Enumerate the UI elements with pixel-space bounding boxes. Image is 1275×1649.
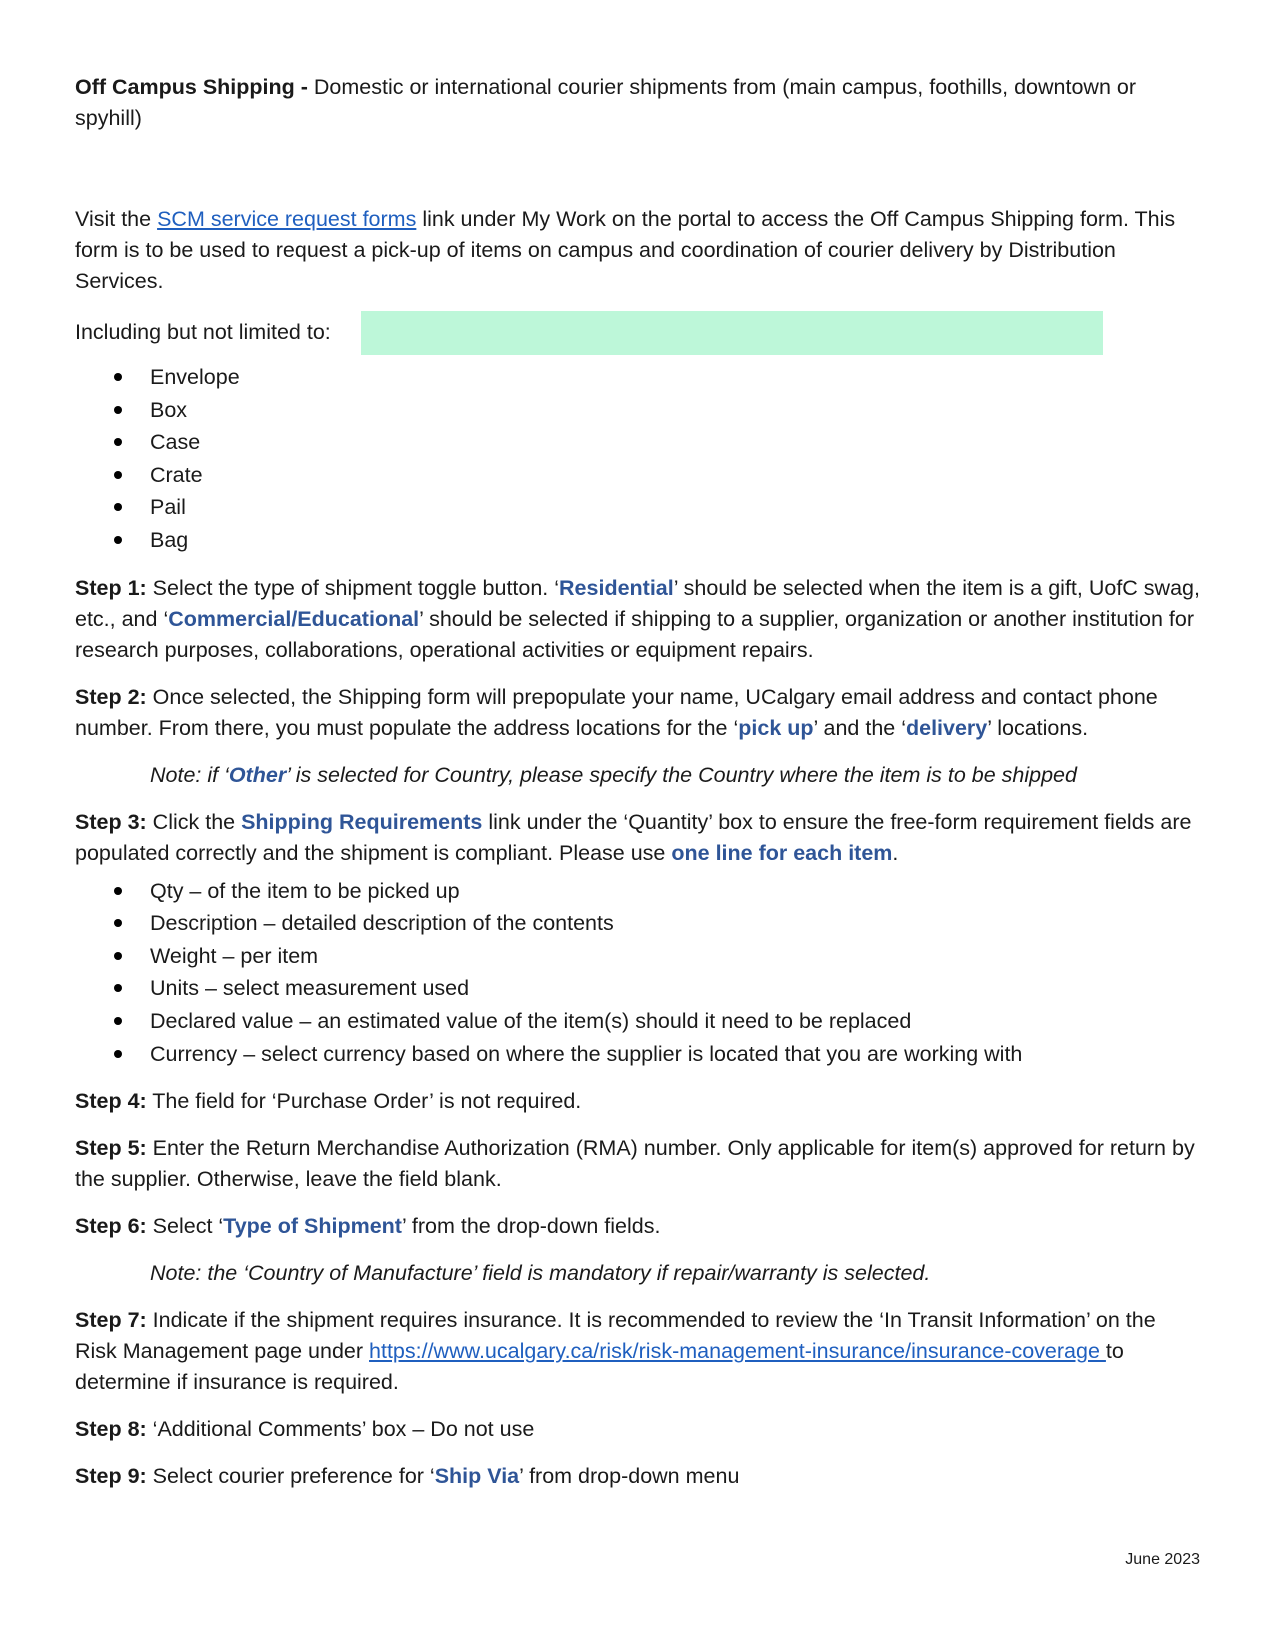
step-text: ’ from drop-down menu <box>519 1464 740 1489</box>
list-item: Qty – of the item to be picked up <box>75 875 1200 908</box>
step-label: Step 2: <box>75 684 147 709</box>
step-label: Step 3: <box>75 809 147 834</box>
step-text: Once selected, the Shipping form will prepopulate your name, UCalgary email address and contact phone number. From there, you must populate the address locations for the ‘ <box>75 684 1158 740</box>
commercial-highlight: Commercial/Educational <box>168 606 420 631</box>
step-7 <box>75 1305 1200 1398</box>
step-5 <box>75 1133 1200 1195</box>
note-text: ’ is selected for Country, please specify the Country where the item is to be shipped <box>286 762 1077 787</box>
list-item: Crate <box>75 459 1200 492</box>
step-label: Step 9: <box>75 1464 147 1489</box>
list-item: Units – select measurement used <box>75 972 1200 1005</box>
step-3 <box>75 807 1200 869</box>
intro-post: link under My Work on the portal to access the Off Campus Shipping form. This form is to be used to request a pick-up of items on campus and coordination of courier delivery by Distribution Services. <box>75 207 1176 293</box>
title-rest: Domestic or international courier shipments from (main campus, foothills, downtown or spyhill) <box>75 75 1136 130</box>
step-1 <box>75 573 1200 666</box>
step-label: Step 8: <box>75 1417 147 1442</box>
step-label: Step 4: <box>75 1089 147 1114</box>
list-item: Bag <box>75 524 1200 557</box>
note-manufacture: Note: the ‘Country of Manufacture’ field is mandatory if repair/warranty is selected. <box>150 1261 931 1286</box>
delivery-highlight: delivery <box>905 715 988 740</box>
step-text: Click the <box>146 809 242 834</box>
list-item: Declared value – an estimated value of the item(s) should it need to be replaced <box>75 1005 1200 1038</box>
step-text: ’ from the drop-down fields. <box>401 1214 661 1239</box>
highlight-box <box>361 311 1103 355</box>
step-text: ‘Additional Comments’ box – Do not use <box>146 1417 535 1442</box>
step-text: The field for ‘Purchase Order’ is not required. <box>146 1089 582 1114</box>
pickup-highlight: pick up <box>738 715 814 740</box>
doc-title <box>75 72 1200 134</box>
step-text: ’ should be selected if shipping to a supplier, organization or another institution for research purposes, collaborations, operational activities or equipment repairs. <box>75 606 1195 662</box>
including-row <box>75 311 1200 355</box>
list-item: Envelope <box>75 361 1200 394</box>
including-label: Including but not limited to: <box>75 320 331 344</box>
step-text: Select ‘ <box>146 1214 224 1239</box>
scm-forms-link[interactable]: SCM service request forms <box>157 207 417 231</box>
step-text: Select the type of shipment toggle button. ‘ <box>146 575 560 600</box>
shipping-requirements-highlight: Shipping Requirements <box>241 809 483 834</box>
item-types-list <box>75 361 1200 557</box>
title-bold: Off Campus Shipping - <box>75 75 308 99</box>
intro-pre: Visit the <box>75 207 158 231</box>
list-item: Box <box>75 394 1200 427</box>
list-item: Description – detailed description of the contents <box>75 907 1200 940</box>
step-4 <box>75 1086 1200 1117</box>
step-6 <box>75 1211 1200 1242</box>
step-text: link under the ‘Quantity’ box to ensure the free-form requirement fields are populated correctly and the shipment is compliant. Please use <box>75 809 1192 865</box>
list-item: Pail <box>75 491 1200 524</box>
step-label: Step 7: <box>75 1308 147 1333</box>
step-text: Select courier preference for ‘ <box>146 1464 435 1489</box>
step-text: . <box>892 840 899 865</box>
note-country <box>150 760 1200 791</box>
step-2 <box>75 682 1200 744</box>
step-text: ’ and the ‘ <box>813 715 906 740</box>
list-item: Case <box>75 426 1200 459</box>
step-text: Indicate if the shipment requires insurance. It is recommended to review the ‘In Transit Information’ on the Risk Management page under <box>75 1308 1156 1364</box>
residential-highlight: Residential <box>559 575 674 600</box>
document-body <box>75 72 1200 1492</box>
intro-paragraph <box>75 204 1200 297</box>
step-text: ’ locations. <box>987 715 1089 740</box>
step-label: Step 5: <box>75 1136 147 1161</box>
step-9 <box>75 1461 1200 1492</box>
footer-date: June 2023 <box>1125 1551 1200 1568</box>
ship-via-highlight: Ship Via <box>434 1464 520 1489</box>
step-label: Step 6: <box>75 1214 147 1239</box>
insurance-coverage-link[interactable]: https://www.ucalgary.ca/risk/risk-management-insurance/insurance-coverage <box>369 1339 1106 1364</box>
one-line-highlight: one line for each item <box>671 840 893 865</box>
step-label: Step 1: <box>75 575 147 600</box>
step-text: ’ should be selected when the item is a gift, UofC swag, etc., and ‘ <box>75 575 1200 631</box>
note-text: Note: if ‘ <box>150 762 229 787</box>
list-item: Weight – per item <box>75 940 1200 973</box>
step-8 <box>75 1414 1200 1445</box>
type-of-shipment-highlight: Type of Shipment <box>223 1214 402 1239</box>
step-text: to determine if insurance is required. <box>75 1339 1124 1395</box>
list-item: Currency – select currency based on where the supplier is located that you are working with <box>75 1038 1200 1071</box>
other-highlight: Other <box>228 762 287 787</box>
step-text: Enter the Return Merchandise Authorization (RMA) number. Only applicable for item(s) approved for return by the supplier. Otherwise, leave the field blank. <box>75 1136 1195 1192</box>
requirements-list <box>75 875 1200 1071</box>
